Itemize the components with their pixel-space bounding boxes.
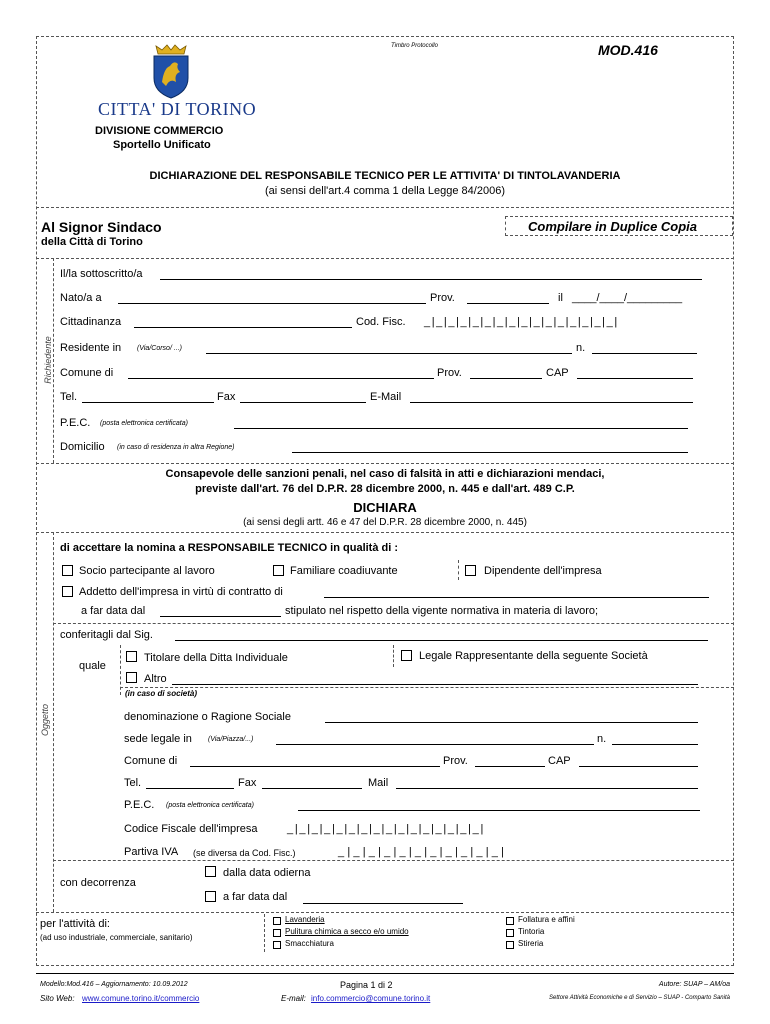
divider bbox=[120, 687, 734, 688]
follatura-label: Follatura e affini bbox=[518, 915, 575, 924]
smacchiatura-checkbox[interactable] bbox=[273, 941, 281, 949]
follatura-checkbox[interactable] bbox=[506, 917, 514, 925]
dipendente-label: Dipendente dell'impresa bbox=[484, 565, 602, 577]
footer-rule bbox=[36, 973, 734, 974]
city-crest-icon bbox=[148, 42, 194, 100]
altro-field[interactable] bbox=[172, 684, 698, 685]
prov-label: Prov. bbox=[430, 292, 455, 304]
residente-field[interactable] bbox=[206, 353, 572, 354]
decorrenza-far-data-label: a far data dal bbox=[223, 891, 288, 903]
document-subtitle: (ai sensi dell'art.4 comma 1 della Legge 84/2006) bbox=[265, 185, 505, 197]
legale-checkbox[interactable] bbox=[401, 650, 412, 661]
cittadinanza-label: Cittadinanza bbox=[60, 316, 122, 328]
divider bbox=[36, 463, 734, 464]
far-data-field[interactable] bbox=[160, 616, 281, 617]
vertical-divider bbox=[458, 560, 459, 580]
denominazione-label: denominazione o Ragione Sociale bbox=[124, 711, 291, 723]
prov2-field[interactable] bbox=[470, 378, 542, 379]
titolare-label: Titolare della Ditta Individuale bbox=[144, 652, 288, 664]
smacchiatura-label: Smacchiatura bbox=[285, 939, 334, 948]
societa-prov-label: Prov. bbox=[443, 755, 468, 767]
residente-hint: (Via/Corso/ ...) bbox=[137, 345, 182, 352]
odierna-label: dalla data odierna bbox=[223, 867, 311, 879]
dipendente-checkbox[interactable] bbox=[465, 565, 476, 576]
fax-field[interactable] bbox=[240, 402, 366, 403]
sede-field[interactable] bbox=[276, 744, 594, 745]
side-divider bbox=[53, 258, 54, 463]
societa-fax-field[interactable] bbox=[262, 788, 362, 789]
partita-iva-hint: (se diversa da Cod. Fisc.) bbox=[193, 848, 296, 858]
codice-fiscale-label: Codice Fiscale dell'impresa bbox=[124, 823, 258, 835]
dichiara-heading: DICHIARA bbox=[353, 500, 417, 515]
accettare-label: di accettare la nomina a RESPONSABILE TECNICO in qualità di : bbox=[60, 542, 399, 554]
societa-prov-field[interactable] bbox=[475, 766, 545, 767]
quale-label: quale bbox=[79, 660, 106, 672]
n-label: n. bbox=[576, 342, 586, 354]
office-name: Sportello Unificato bbox=[113, 139, 211, 151]
sottoscritto-field[interactable] bbox=[160, 279, 702, 280]
divider bbox=[36, 532, 734, 533]
far-data-label: a far data dal bbox=[81, 605, 146, 617]
timbro-label: Timbro Protocollo bbox=[391, 43, 438, 49]
footer-email-link[interactable]: info.commercio@comune.torino.it bbox=[311, 994, 431, 1003]
lavanderia-label: Lavanderia bbox=[285, 915, 325, 924]
tel-field[interactable] bbox=[82, 402, 214, 403]
comune-label: Comune di bbox=[60, 367, 114, 379]
domicilio-hint: (in caso di residenza in altra Regione) bbox=[117, 444, 235, 451]
domicilio-field[interactable] bbox=[292, 452, 688, 453]
footer-website-link[interactable]: www.comune.torino.it/commercio bbox=[82, 994, 200, 1003]
fax-label: Fax bbox=[217, 391, 236, 403]
societa-comune-field[interactable] bbox=[190, 766, 440, 767]
societa-pec-hint: (posta elettronica certificata) bbox=[166, 802, 254, 809]
cod-fisc-label: Cod. Fisc. bbox=[356, 316, 406, 328]
civic-number-field[interactable] bbox=[592, 353, 697, 354]
in-caso-societa-label: (in caso di società) bbox=[125, 689, 198, 698]
tintoria-label: Tintoria bbox=[518, 927, 545, 936]
city-name: CITTA' DI TORINO bbox=[98, 99, 257, 119]
attivita-label: per l'attività di: bbox=[40, 918, 110, 930]
divider bbox=[53, 860, 734, 861]
email-label: E-Mail bbox=[370, 391, 402, 403]
richiedente-side-label: Richiedente bbox=[43, 336, 53, 384]
footer-sito-label: Sito Web: bbox=[40, 994, 75, 1003]
contratto-field[interactable] bbox=[324, 597, 709, 598]
odierna-checkbox[interactable] bbox=[205, 866, 216, 877]
residente-label: Residente in bbox=[60, 342, 122, 354]
legale-label: Legale Rappresentante della seguente Società bbox=[419, 650, 648, 662]
nato-label: Nato/a a bbox=[60, 292, 102, 304]
sede-label: sede legale in bbox=[124, 733, 192, 745]
addetto-checkbox[interactable] bbox=[62, 586, 73, 597]
footer-autore: Autore: SUAP – AM/oa bbox=[658, 981, 730, 988]
cod-fisc-field[interactable]: _|_|_|_|_|_|_|_|_|_|_|_|_|_|_|_| bbox=[424, 316, 619, 328]
document-title: DICHIARAZIONE DEL RESPONSABILE TECNICO PER LE ATTIVITA' DI TINTOLAVANDERIA bbox=[149, 170, 621, 182]
sede-hint: (Via/Piazza/...) bbox=[208, 736, 254, 743]
pulitura-checkbox[interactable] bbox=[273, 929, 281, 937]
pec-hint: (posta elettronica certificata) bbox=[100, 420, 188, 427]
societa-pec-field[interactable] bbox=[298, 810, 700, 811]
tel-label: Tel. bbox=[60, 391, 78, 403]
divider bbox=[36, 912, 734, 913]
familiare-label: Familiare coadiuvante bbox=[290, 565, 398, 577]
cittadinanza-field[interactable] bbox=[134, 327, 352, 328]
attivita-sub: (ad uso industriale, commerciale, sanitario) bbox=[40, 933, 193, 942]
tintoria-checkbox[interactable] bbox=[506, 929, 514, 937]
societa-cap-field[interactable] bbox=[579, 766, 698, 767]
societa-tel-label: Tel. bbox=[124, 777, 142, 789]
societa-cap-label: CAP bbox=[548, 755, 571, 767]
divider bbox=[36, 207, 734, 208]
partita-iva-field[interactable]: _|_|_|_|_|_|_|_|_|_|_| bbox=[338, 846, 508, 858]
birth-date-field[interactable]: ____/____/_________ bbox=[572, 292, 683, 304]
stireria-label: Stireria bbox=[518, 939, 544, 948]
il-label: il bbox=[558, 292, 563, 304]
mod-number: MOD.416 bbox=[598, 42, 658, 58]
footer-modello: Modello:Mod.416 – Aggiornamento: 10.09.2012 bbox=[40, 981, 188, 988]
conferitagli-field[interactable] bbox=[175, 640, 708, 641]
division-name: DIVISIONE COMMERCIO bbox=[95, 125, 224, 137]
sede-n-label: n. bbox=[597, 733, 607, 745]
footer-page-number: Pagina 1 di 2 bbox=[340, 980, 393, 990]
divider bbox=[36, 258, 734, 259]
consapevole-line2: previste dall'art. 76 del D.P.R. 28 dicembre 2000, n. 445 e dall'art. 489 C.P. bbox=[195, 483, 575, 495]
comune-field[interactable] bbox=[128, 378, 434, 379]
conferitagli-label: conferitagli dal Sig. bbox=[60, 629, 153, 641]
pulitura-label: Pulitura chimica a secco e/o umido bbox=[285, 927, 409, 936]
vertical-divider bbox=[393, 645, 394, 667]
prov2-label: Prov. bbox=[437, 367, 462, 379]
codice-fiscale-field[interactable]: _|_|_|_|_|_|_|_|_|_|_|_|_|_|_|_| bbox=[287, 823, 486, 835]
societa-fax-label: Fax bbox=[238, 777, 257, 789]
footer-settore: Settore Attività Economiche e di Servizio – SUAP - Comparto Sanità bbox=[549, 995, 730, 1001]
partita-iva-label: Partiva IVA bbox=[124, 846, 179, 858]
lavanderia-checkbox[interactable] bbox=[273, 917, 281, 925]
denominazione-field[interactable] bbox=[325, 722, 698, 723]
sede-n-field[interactable] bbox=[612, 744, 698, 745]
addressee-line1: Al Signor Sindaco bbox=[41, 219, 162, 235]
titolare-checkbox[interactable] bbox=[126, 651, 137, 662]
societa-mail-label: Mail bbox=[368, 777, 389, 789]
socio-checkbox[interactable] bbox=[62, 565, 73, 576]
pec-label: P.E.C. bbox=[60, 417, 91, 429]
pec-field[interactable] bbox=[234, 428, 688, 429]
sottoscritto-label: Il/la sottoscritto/a bbox=[60, 268, 143, 280]
duplicate-label: Compilare in Duplice Copia bbox=[528, 219, 698, 234]
stipulato-label: stipulato nel rispetto della vigente normativa in materia di lavoro; bbox=[285, 605, 599, 617]
consapevole-line1: Consapevole delle sanzioni penali, nel caso di falsità in atti e dichiarazioni mendaci, bbox=[165, 468, 605, 480]
cap-field[interactable] bbox=[577, 378, 693, 379]
cap-label: CAP bbox=[546, 367, 569, 379]
divider bbox=[53, 623, 734, 624]
dichiara-subtitle: (ai sensi degli artt. 46 e 47 del D.P.R. 28 dicembre 2000, n. 445) bbox=[243, 517, 527, 528]
stireria-checkbox[interactable] bbox=[506, 941, 514, 949]
side-divider bbox=[53, 532, 54, 912]
altro-label: Altro bbox=[144, 673, 167, 685]
decorrenza-date-field[interactable] bbox=[303, 903, 463, 904]
oggetto-side-label: Oggetto bbox=[40, 703, 50, 737]
domicilio-label: Domicilio bbox=[60, 441, 105, 453]
societa-mail-field[interactable] bbox=[396, 788, 698, 789]
societa-comune-label: Comune di bbox=[124, 755, 178, 767]
email-field[interactable] bbox=[410, 402, 693, 403]
altro-checkbox[interactable] bbox=[126, 672, 137, 683]
addetto-label: Addetto dell'impresa in virtù di contratto di bbox=[79, 586, 283, 598]
far-data-checkbox[interactable] bbox=[205, 891, 216, 902]
societa-tel-field[interactable] bbox=[146, 788, 234, 789]
familiare-checkbox[interactable] bbox=[273, 565, 284, 576]
vertical-divider bbox=[264, 914, 265, 952]
footer-email-label: E-mail: bbox=[281, 994, 306, 1003]
societa-pec-label: P.E.C. bbox=[124, 799, 155, 811]
addressee-line2: della Città di Torino bbox=[41, 236, 143, 248]
decorrenza-label: con decorrenza bbox=[60, 877, 136, 889]
socio-label: Socio partecipante al lavoro bbox=[79, 565, 215, 577]
nato-field[interactable] bbox=[118, 303, 426, 304]
prov-field[interactable] bbox=[467, 303, 549, 304]
